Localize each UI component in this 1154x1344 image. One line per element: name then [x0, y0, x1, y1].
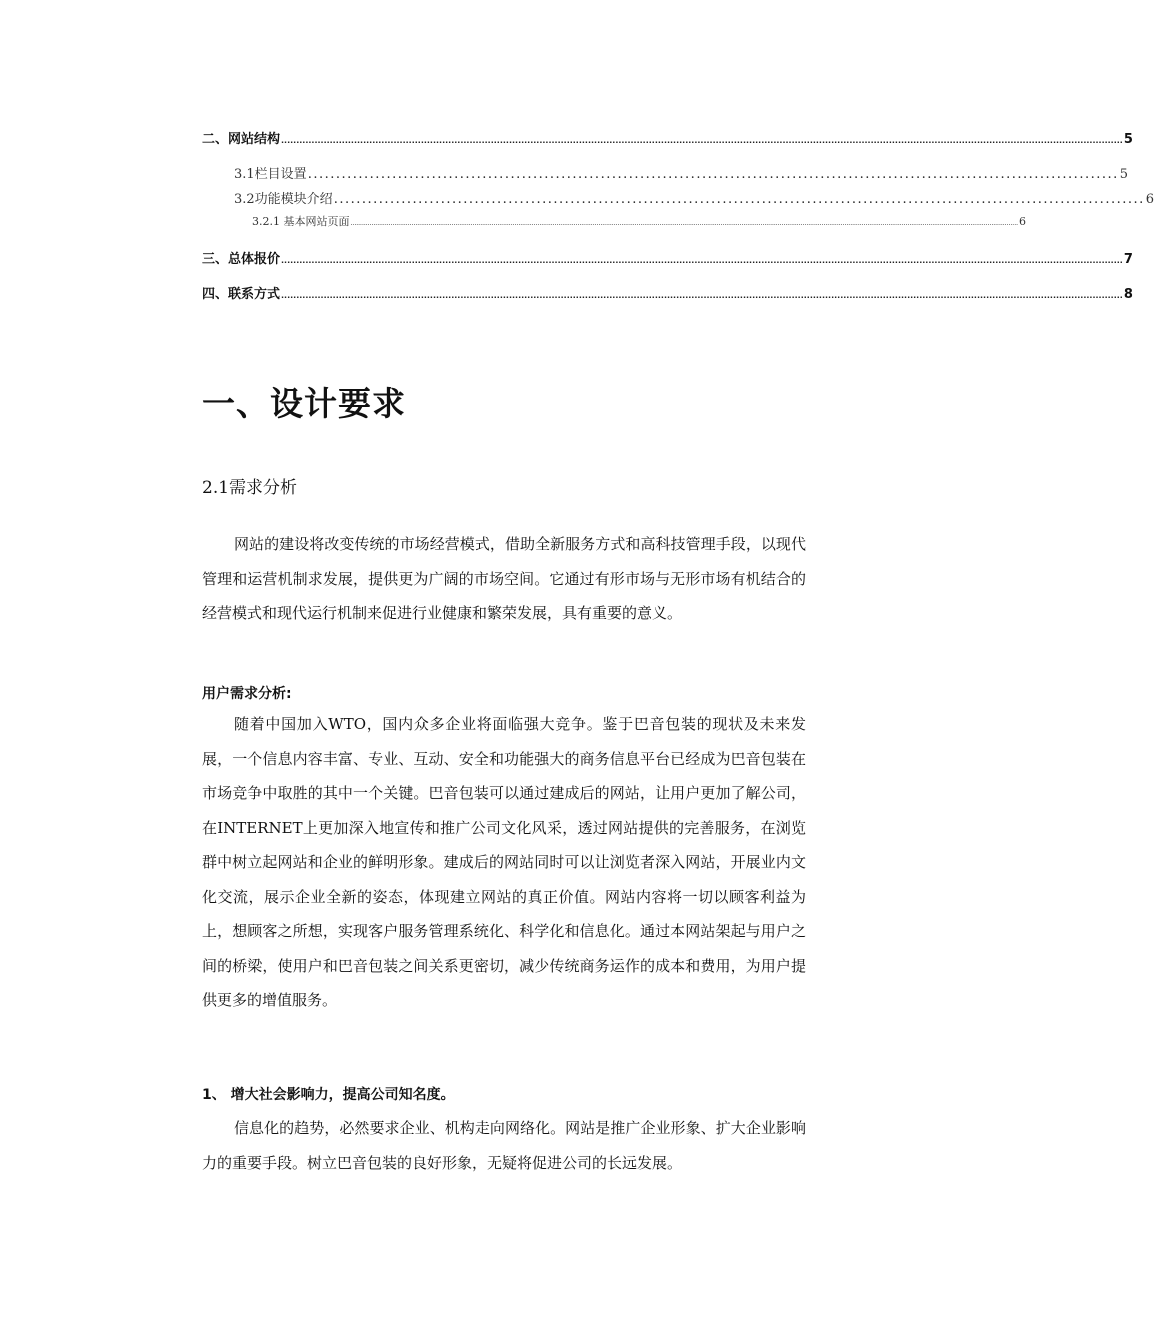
toc-entry-title: 3.2功能模块介绍: [234, 192, 333, 207]
section-heading: 一、设计要求: [202, 384, 406, 423]
toc-entry[interactable]: [202, 128, 1133, 147]
toc-entry-title: 二、网站结构: [202, 132, 281, 147]
subsection-heading: 2.1需求分析: [202, 478, 298, 498]
intro-paragraph: 网站的建设将改变传统的市场经营模式，借助全新服务方式和高科技管理手段，以现代管理和运营机制求发展，提供更为广阔的市场空间。它通过有形市场与无形市场有机结合的经营模式和现代运行机制来促进行业健康和繁荣发展，具有重要的意义。: [202, 535, 806, 622]
toc-entry[interactable]: [252, 213, 1027, 229]
toc-entry[interactable]: [234, 163, 1129, 182]
toc-entry-page: 8: [1123, 287, 1133, 302]
toc-entry-page: 7: [1123, 252, 1133, 267]
user-requirements-label: 用户需求分析:: [202, 686, 292, 702]
toc-entry-title: 3.2.1 基本网站页面: [252, 215, 350, 228]
toc-entry-page: 5: [1123, 132, 1133, 147]
toc-entry-title: 三、总体报价: [202, 252, 281, 267]
toc-entry-title: 四、联系方式: [202, 287, 281, 302]
point-heading: 1、 增大社会影响力，提高公司知名度。: [202, 1087, 455, 1103]
toc-leader-dots: ..............................................................................................................................................................................................................................................................................................................................................................: [350, 220, 1019, 227]
toc-leader-dots: ................................................................................................................................................: [307, 167, 1119, 182]
toc-entry-page: 6: [1145, 192, 1154, 207]
toc-entry-page: 6: [1019, 215, 1027, 228]
toc-entry[interactable]: [202, 248, 1133, 267]
user-requirements-paragraph: 随着中国加入WTO，国内众多企业将面临强大竞争。鉴于巴音包装的现状及未来发展，一个信息内容丰富、专业、互动、安全和功能强大的商务信息平台已经成为巴音包装在市场竞争中取胜的其中一个关键。巴音包装可以通过建成后的网站，让用户更加了解公司，在INTERNET上更加深入地宣传和推广公司文化风采，透过网站提供的完善服务，在浏览群中树立起网站和企业的鲜明形象。建成后的网站同时可以让浏览者深入网站，开展业内文化交流，展示企业全新的姿态，体现建立网站的真正价值。网站内容将一切以顾客利益为上，想顾客之所想，实现客户服务管理系统化、科学化和信息化。通过本网站架起与用户之间的桥梁，使用户和巴音包装之间关系更密切，减少传统商务运作的成本和费用，为用户提供更多的增值服务。: [202, 715, 806, 1009]
toc-entry-title: 3.1栏目设置: [234, 167, 307, 182]
toc-leader-dots: ................................................................................................................................................: [333, 192, 1145, 207]
point-paragraph: 信息化的趋势，必然要求企业、机构走向网络化。网站是推广企业形象、扩大企业影响力的重要手段。树立巴音包装的良好形象，无疑将促进公司的长远发展。: [202, 1119, 806, 1172]
toc-leader-dots: .....................................................................................................................................................................................................................................................................................: [281, 256, 1123, 265]
toc-entry[interactable]: [234, 188, 1154, 207]
toc-leader-dots: .....................................................................................................................................................................................................................................................................................: [281, 136, 1123, 145]
toc-entry[interactable]: [202, 283, 1133, 302]
toc-entry-page: 5: [1119, 167, 1129, 182]
toc-leader-dots: .....................................................................................................................................................................................................................................................................................: [281, 291, 1123, 300]
